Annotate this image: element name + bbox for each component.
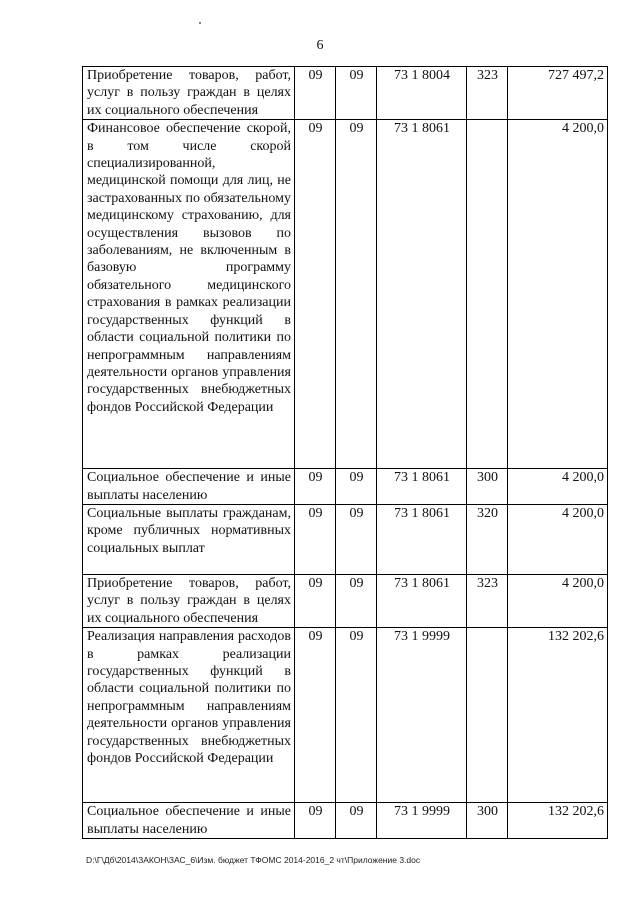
target-article-cell: 73 1 8004 <box>377 67 467 120</box>
section-code-cell: 09 <box>295 67 336 120</box>
amount-cell: 4 200,0 <box>508 469 608 505</box>
section-code-cell: 09 <box>295 628 336 803</box>
target-article-cell: 73 1 9999 <box>377 803 467 839</box>
amount-cell: 132 202,6 <box>508 803 608 839</box>
budget-table <box>82 66 608 839</box>
row-name-cell: Социальные выплаты гражданам, кроме публичных нормативных социальных выплат <box>83 505 295 575</box>
section-code-cell: 09 <box>295 469 336 505</box>
amount-cell: 4 200,0 <box>508 505 608 575</box>
target-article-cell: 73 1 9999 <box>377 628 467 803</box>
subsection-code-cell: 09 <box>336 803 377 839</box>
file-path-footer: D:\Г\Дб\2014\ЗАКОН\ЗАС_6\Изм. бюджет ТФОМС 2014-2016_2 чт\Приложение 3.doc <box>86 855 421 865</box>
row-name-cell: Приобретение товаров, работ, услуг в пользу граждан в целях их социального обеспечения <box>83 575 295 628</box>
expense-type-cell <box>467 628 508 803</box>
section-code-cell: 09 <box>295 575 336 628</box>
target-article-cell: 73 1 8061 <box>377 469 467 505</box>
expense-type-cell: 323 <box>467 67 508 120</box>
amount-cell: 132 202,6 <box>508 628 608 803</box>
table-row <box>83 505 608 575</box>
expense-type-cell: 323 <box>467 575 508 628</box>
subsection-code-cell: 09 <box>336 120 377 469</box>
amount-cell: 727 497,2 <box>508 67 608 120</box>
amount-cell: 4 200,0 <box>508 120 608 469</box>
table-row <box>83 803 608 839</box>
section-code-cell: 09 <box>295 505 336 575</box>
subsection-code-cell: 09 <box>336 575 377 628</box>
row-name-cell: Финансовое обеспечение скорой, в том числе скорой специализированной, медицинской помощи для лиц, не застрахованных по обязательному медицинскому страхованию, для осуществления вызовов по заболеваниям, не включенным в базовую программу обязательного медицинского страхования в рамках реализации государственных функций в области социальной политики по непрограммным направлениям деятельности органов управления государственных внебюджетных фондов Российской Федерации <box>83 120 295 469</box>
amount-cell: 4 200,0 <box>508 575 608 628</box>
scan-speck <box>199 22 201 24</box>
table-row <box>83 575 608 628</box>
subsection-code-cell: 09 <box>336 469 377 505</box>
row-name-cell: Социальное обеспечение и иные выплаты населению <box>83 469 295 505</box>
target-article-cell: 73 1 8061 <box>377 575 467 628</box>
expense-type-cell <box>467 120 508 469</box>
table-row <box>83 469 608 505</box>
page-number: 6 <box>316 38 324 53</box>
expense-type-cell: 320 <box>467 505 508 575</box>
subsection-code-cell: 09 <box>336 67 377 120</box>
table-row <box>83 628 608 803</box>
target-article-cell: 73 1 8061 <box>377 120 467 469</box>
table-row <box>83 67 608 120</box>
subsection-code-cell: 09 <box>336 628 377 803</box>
target-article-cell: 73 1 8061 <box>377 505 467 575</box>
row-name-cell: Приобретение товаров, работ, услуг в пользу граждан в целях их социального обеспечения <box>83 67 295 120</box>
row-name-cell: Социальное обеспечение и иные выплаты населению <box>83 803 295 839</box>
expense-type-cell: 300 <box>467 803 508 839</box>
subsection-code-cell: 09 <box>336 505 377 575</box>
expense-type-cell: 300 <box>467 469 508 505</box>
table-row <box>83 120 608 469</box>
section-code-cell: 09 <box>295 120 336 469</box>
row-name-cell: Реализация направления расходов в рамках реализации государственных функций в области социальной политики по непрограммным направлениям деятельности органов управления государственных внебюджетных фондов Российской Федерации <box>83 628 295 803</box>
section-code-cell: 09 <box>295 803 336 839</box>
